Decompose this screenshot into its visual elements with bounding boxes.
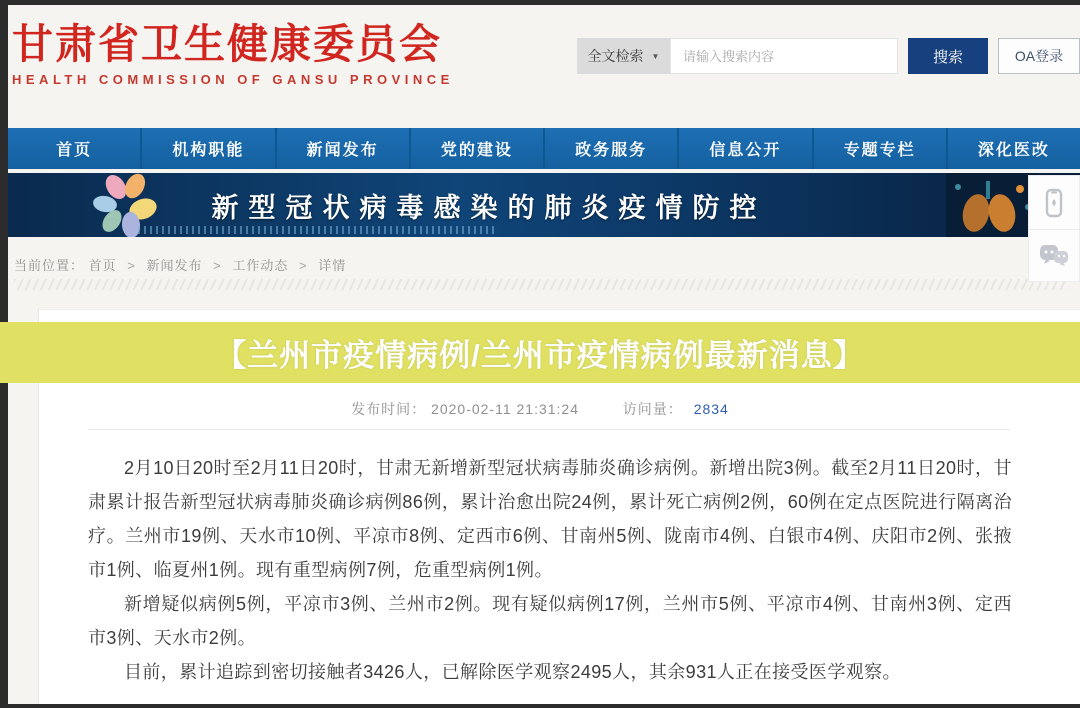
site-subtitle: HEALTH COMMISSION OF GANSU PROVINCE xyxy=(12,72,454,88)
article-paragraph: 2月10日20时至2月11日20时，甘肃无新增新型冠状病毒肺炎确诊病例。新增出院3例。截至2月11日20时，甘肃累计报告新型冠状病毒肺炎确诊病例86例，累计治愈出院24例，累计死亡病例2例，60例在定点医院进行隔离治疗。兰州市19例、天水市10例、平凉市8例、定西市6例、甘南州5例、陇南市4例、白银市4例、庆阳市2例、张掖市1例、临夏州1例。现有重型病例7例，危重型病例1例。 xyxy=(88,458,1012,580)
hatched-divider xyxy=(14,279,1068,290)
wechat-button[interactable] xyxy=(1029,229,1079,282)
breadcrumb-work-updates[interactable]: 工作动态 xyxy=(232,258,289,273)
nav-item-reform[interactable]: 深化医改 xyxy=(977,142,1050,159)
nav-item-disclosure[interactable]: 信息公开 xyxy=(679,128,813,169)
article-paragraph: 新增疑似病例5例，平凉市3例、兰州市2例。现有疑似病例17例，兰州市5例、平凉市4例、甘南州3例、定西市3例、天水市2例。 xyxy=(88,594,1012,648)
publish-time-value: 2020-02-11 21:31:24 xyxy=(431,401,580,417)
breadcrumb-separator: > xyxy=(299,258,308,273)
mobile-version-icon xyxy=(1043,188,1065,218)
article-headline: 【兰州市疫情病例/兰州市疫情病例最新消息】 xyxy=(215,338,865,373)
nav-item-party[interactable]: 党的建设 xyxy=(411,128,545,169)
mobile-version-button[interactable] xyxy=(1029,176,1079,229)
article-meta xyxy=(0,399,1080,419)
site-logo xyxy=(12,22,454,87)
oa-login-button[interactable]: OA登录 xyxy=(998,38,1080,74)
nav-item-topics[interactable]: 专题专栏 xyxy=(814,128,948,169)
nav-item-news[interactable]: 新闻发布 xyxy=(277,128,411,169)
breadcrumb-news[interactable]: 新闻发布 xyxy=(146,258,203,273)
article-paragraph: 目前，累计追踪到密切接触者3426人，已解除医学观察2495人，其余931人正在接受医学观察。 xyxy=(124,662,901,682)
headline-highlight-bar xyxy=(0,322,1080,383)
breadcrumb-detail: 详情 xyxy=(318,258,347,273)
search-input[interactable] xyxy=(670,38,898,74)
views-count: 2834 xyxy=(693,401,729,417)
search-button[interactable]: 搜索 xyxy=(908,38,988,74)
search-bar xyxy=(577,38,1080,74)
lungs-illustration xyxy=(946,173,1038,237)
nav-item-home[interactable]: 首页 xyxy=(8,128,142,169)
breadcrumb xyxy=(14,255,346,274)
article-body xyxy=(88,451,1012,689)
site-title: 甘肃省卫生健康委员会 xyxy=(12,21,442,67)
views-label: 访问量： xyxy=(622,401,683,417)
breadcrumb-label: 当前位置： xyxy=(14,258,85,273)
breadcrumb-separator: > xyxy=(127,258,136,273)
screenshot-top-edge xyxy=(0,0,1080,5)
site-header xyxy=(8,5,1080,128)
nav-item-services[interactable]: 政务服务 xyxy=(545,128,679,169)
meta-divider xyxy=(88,429,1010,430)
chevron-down-icon: ▼ xyxy=(651,51,660,61)
floating-toolbar xyxy=(1028,175,1080,282)
main-nav xyxy=(8,128,1080,169)
breadcrumb-separator: > xyxy=(213,258,222,273)
search-scope-label: 全文检索 xyxy=(587,48,644,64)
breadcrumb-home[interactable]: 首页 xyxy=(88,258,117,273)
screenshot-bottom-edge xyxy=(0,704,1080,708)
nav-item-functions[interactable]: 机构职能 xyxy=(142,128,276,169)
epidemic-banner[interactable] xyxy=(8,173,1080,237)
search-scope-dropdown[interactable] xyxy=(577,38,670,74)
publish-time-label: 发布时间： xyxy=(351,401,427,417)
wechat-icon xyxy=(1039,243,1069,269)
banner-title: 新型冠状病毒感染的肺炎疫情防控 xyxy=(211,192,767,223)
